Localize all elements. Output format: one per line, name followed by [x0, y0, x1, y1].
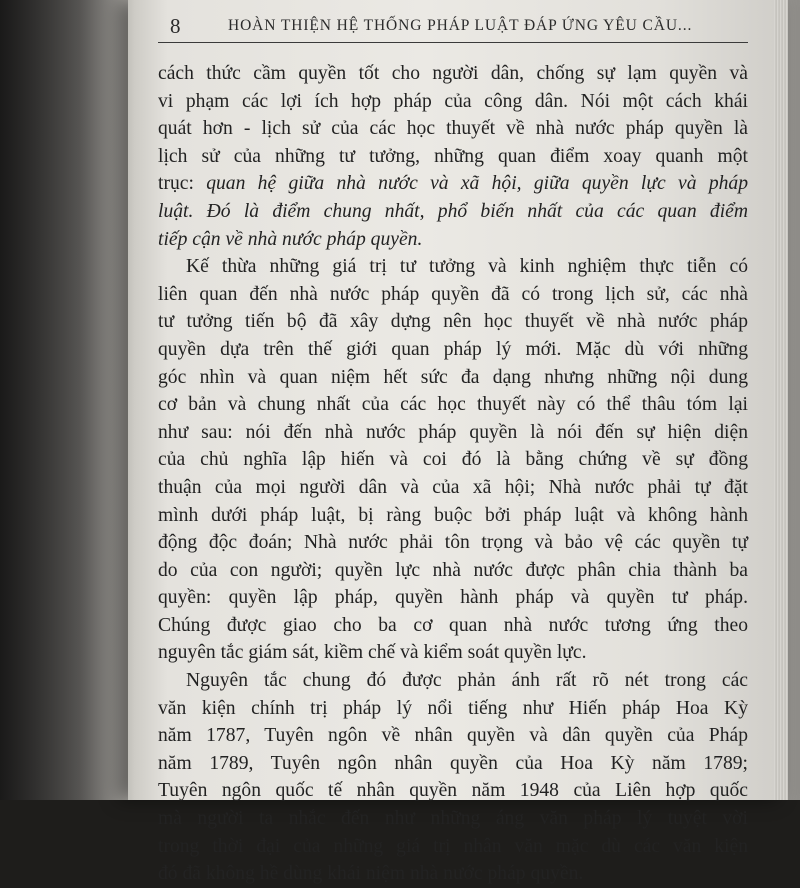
text-line: đó đã không hề dùng khái niệm nhà nước pháp quyền. [158, 863, 584, 885]
text-line: như sau: nói đến nhà nước pháp quyền là nói đến sự hiện diện [158, 421, 748, 443]
text-line: Tuyên ngôn quốc tế nhân quyền năm 1948 của Liên hợp quốc [158, 780, 748, 802]
body-text [158, 60, 748, 888]
italic-text-segment: quan hệ giữa nhà nước và xã hội, giữa quyền lực và pháp [206, 173, 749, 195]
italic-text-line: luật. Đó là điểm chung nhất, phổ biến nhất của các quan điểm [158, 200, 748, 222]
text-line-mixed [158, 170, 748, 198]
text-line: tư tưởng tiến bộ đã xây dựng nên học thuyết về nhà nước pháp [158, 311, 748, 333]
page-number: 8 [170, 14, 181, 38]
text-line: liên quan đến nhà nước pháp quyền đã có trong lịch sử, các nhà [158, 283, 748, 305]
text-line: mà người ta nhắc đến như những áng văn pháp lý tuyệt vời [158, 808, 748, 830]
text-line: động độc đoán; Nhà nước phải tôn trọng và bảo vệ các quyền tự [158, 532, 748, 554]
text-line: cơ bản và chung nhất của các học thuyết này có thể thâu tóm lại [158, 394, 748, 416]
text-line: năm 1787, Tuyên ngôn về nhân quyền và dân quyền của Pháp [158, 725, 748, 747]
text-line: thuận của mọi người dân và của xã hội; Nhà nước phải tự đặt [158, 476, 748, 498]
text-line: năm 1789, Tuyên ngôn nhân quyền của Hoa Kỳ năm 1789; [158, 752, 748, 774]
text-line: mình dưới pháp luật, bị ràng buộc bởi pháp luật và không hành [158, 504, 748, 526]
text-line: Chúng được giao cho ba cơ quan nhà nước tương ứng theo [158, 614, 748, 636]
text-line: của chủ nghĩa lập hiến và coi đó là bằng chứng về sự đồng [158, 449, 748, 471]
paragraph-start-line: Nguyên tắc chung đó được phản ánh rất rõ nét trong các [186, 670, 748, 692]
text-line: vi phạm các lợi ích hợp pháp của công dân. Nói một cách khái [158, 90, 748, 112]
text-line: quát hơn - lịch sử của các học thuyết về nhà nước pháp quyền là [158, 118, 748, 140]
book-page [128, 0, 788, 885]
text-line: do của con người; quyền lực nhà nước được phân chia thành ba [158, 559, 748, 581]
text-line: góc nhìn và quan niệm hết sức đa dạng nhưng những nội dung [158, 366, 748, 388]
italic-text-line: tiếp cận về nhà nước pháp quyền. [158, 228, 423, 250]
text-line: cách thức cầm quyền tốt cho người dân, chống sự lạm quyền và [158, 63, 748, 84]
page-stack-edge [774, 0, 788, 800]
text-line: văn kiện chính trị pháp lý nổi tiếng như Hiến pháp Hoa Kỳ [158, 697, 748, 719]
text-line: quyền: quyền lập pháp, quyền hành pháp và quyền tư pháp. [158, 587, 748, 609]
paragraph-start-line: Kế thừa những giá trị tư tưởng và kinh nghiệm thực tiễn có [186, 256, 748, 278]
page-header [158, 8, 748, 43]
text-line: nguyên tắc giám sát, kiềm chế và kiểm soát quyền lực. [158, 642, 587, 664]
text-line: trong thời đại của những giá trị nhân văn mặc dù các văn kiện [158, 835, 748, 857]
page-shadow [0, 0, 135, 800]
text-segment: trục: [158, 173, 194, 195]
text-line: lịch sử của những tư tưởng, những quan điểm xoay quanh một [158, 145, 748, 167]
running-title: HOÀN THIỆN HỆ THỐNG PHÁP LUẬT ĐÁP ỨNG YÊU CẦU... [228, 17, 693, 34]
text-line: quyền dựa trên thế giới quan pháp lý mới. Mặc dù với những [158, 338, 748, 360]
